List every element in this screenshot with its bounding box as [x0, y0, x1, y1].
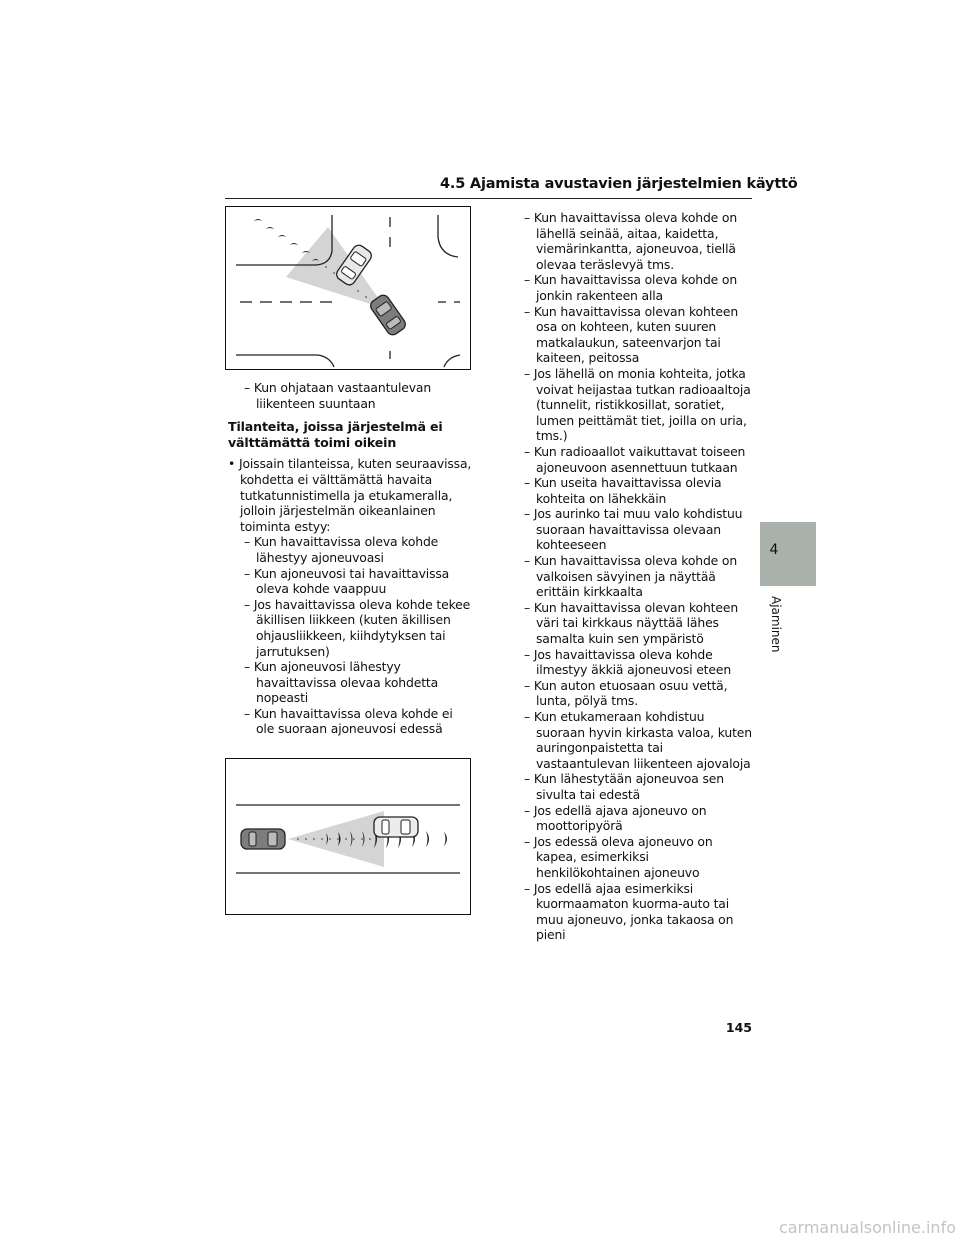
- list-item: – Kun havaittavissa oleva kohde lähestyy ajoneuvoasi: [244, 534, 439, 565]
- list-item: – Kun havaittavissa oleva kohde on jonkin rakenteen alla: [524, 272, 738, 303]
- list-item: – Kun auton etuosaan osuu vettä, lunta, pölyä tms.: [524, 677, 728, 709]
- list-item: – Jos lähellä on monia kohteita, jotka voivat heijastaa tutkan radioaaltoja (tunnelit, ristikkosillat, soratiet, lumen peittämät tiet, joilla on uria, tms.): [524, 365, 751, 444]
- section-heading: Tilanteita, joissa järjestelmä ei välttämättä toimi oikein: [228, 419, 443, 450]
- list-item: – Jos edellä ajaa esimerkiksi kuormaamaton kuorma-auto tai muu ajoneuvo, jonka takaosa on pieni: [524, 880, 734, 943]
- running-header: 4.5 Ajamista avustavien järjestelmien käyttö: [440, 176, 798, 192]
- list-item: – Kun etukameraan kohdistuu suoraan hyvin kirkasta valoa, kuten auringonpaistetta tai vastaantulevan liikenteen ajovaloja: [524, 709, 752, 771]
- chapter-number: 4: [769, 542, 779, 558]
- list-item: – Kun havaittavissa oleva kohde on lähellä seinää, aitaa, kaidetta, viemärinkantta, ajoneuvoa, tiellä olevaa teräslevyä tms.: [524, 210, 738, 272]
- left-column: [228, 380, 472, 737]
- list-item: – Kun havaittavissa olevan kohteen väri tai kirkkaus näyttää lähes samalta kuin sen ympäristö: [524, 599, 739, 647]
- list-item: – Kun radioaallot vaikuttavat toiseen ajoneuvoon asennettuun tutkaan: [524, 443, 746, 475]
- list-item: – Kun lähestytään ajoneuvoa sen sivulta tai edestä: [524, 771, 724, 802]
- page-number: 145: [725, 1020, 752, 1035]
- figure-following-vehicle: [225, 758, 471, 915]
- list-item: – Kun havaittavissa olevan kohteen osa on kohteen, kuten suuren matkalaukun, sateenvarjon tai kaiteen, peitossa: [524, 303, 739, 366]
- list-item: – Jos edellä ajava ajoneuvo on moottoripyörä: [524, 802, 707, 834]
- list-item: – Jos edessä oleva ajoneuvo on kapea, esimerkiksi henkilökohtainen ajoneuvo: [524, 833, 713, 880]
- header-rule: [225, 198, 752, 199]
- list-item: – Kun havaittavissa oleva kohde on valkoisen sävyinen ja näyttää erittäin kirkkaalta: [524, 553, 738, 600]
- list-item: – Jos havaittavissa oleva kohde ilmestyy äkkiä ajoneuvosi eteen: [524, 646, 732, 678]
- figure1-caption: – Kun ohjataan vastaantulevan liikenteen suuntaan: [244, 380, 432, 411]
- list-item: – Jos aurinko tai muu valo kohdistuu suoraan havaittavissa olevaan kohteeseen: [524, 506, 743, 553]
- list-item: – Kun ajoneuvosi lähestyy havaittavissa olevaa kohdetta nopeasti: [244, 659, 439, 706]
- lane-following-illustration: [226, 759, 470, 914]
- list-item: – Jos havaittavissa oleva kohde tekee äkillisen liikkeen (kuten äkillisen ohjausliikkeen, kiihdytyksen tai jarrutuksen): [244, 596, 471, 659]
- watermark: carmanualsonline.info: [778, 1218, 956, 1237]
- intersection-illustration: [226, 207, 470, 369]
- figure-intersection-turn: [225, 206, 471, 370]
- section-bullet: • Joissain tilanteissa, kuten seuraavissa, kohdetta ei välttämättä havaita tutkatunnistimella ja etukameralla, jolloin järjestelmän oikeanlainen toiminta estyy:: [228, 456, 472, 534]
- right-column: [524, 210, 756, 943]
- list-item: – Kun useita havaittavissa olevia kohteita on lähekkäin: [524, 475, 722, 506]
- list-item: – Kun ajoneuvosi tai havaittavissa oleva kohde vaappuu: [244, 565, 450, 597]
- list-item: – Kun havaittavissa oleva kohde ei ole suoraan ajoneuvosi edessä: [244, 705, 453, 737]
- chapter-label: Ajaminen: [769, 596, 783, 653]
